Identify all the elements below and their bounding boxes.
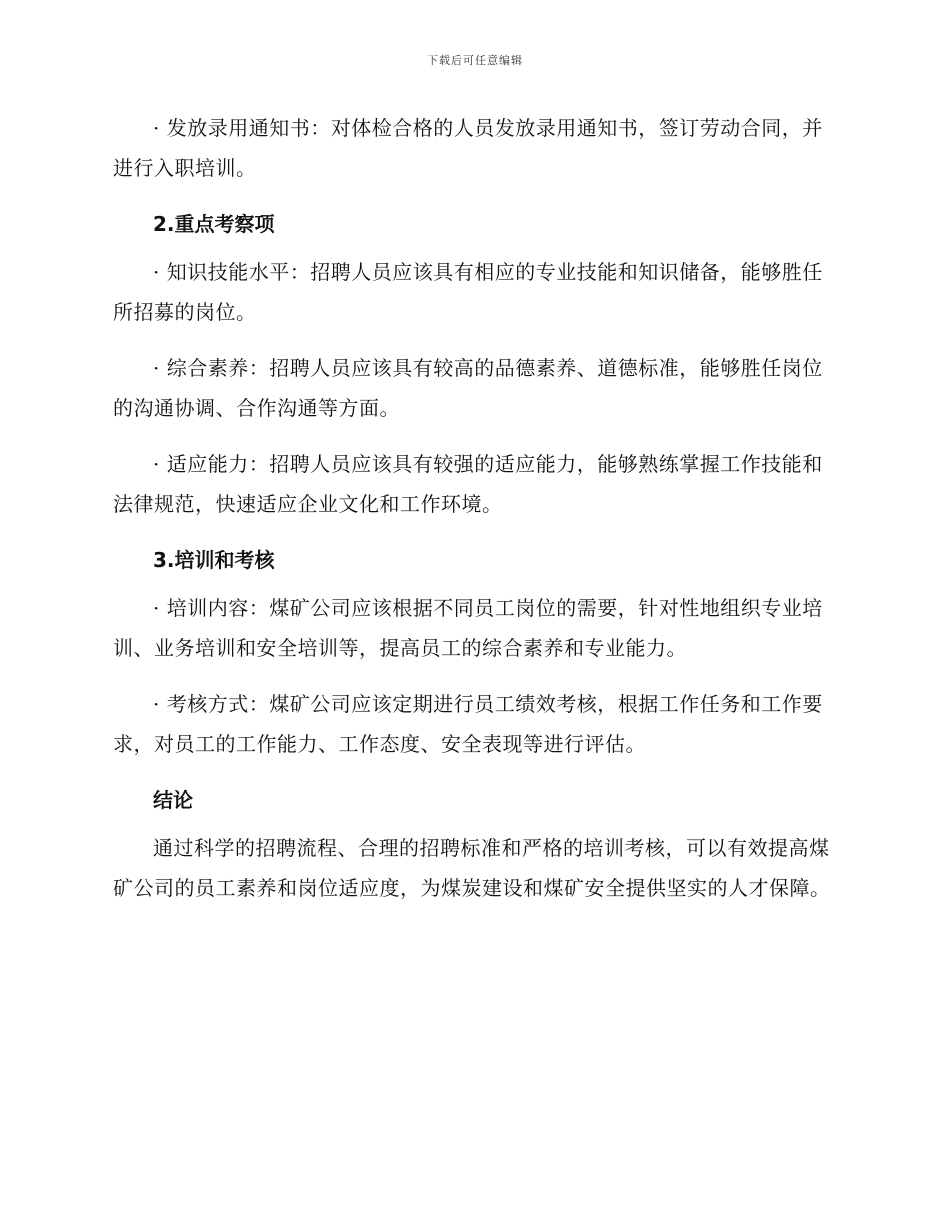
paragraph-training-content: · 培训内容：煤矿公司应该根据不同员工岗位的需要，针对性地组织专业培训、业务培训和安全培训等，提高员工的综合素养和专业能力。 — [113, 596, 823, 660]
paragraph-assessment-method: · 考核方式：煤矿公司应该定期进行员工绩效考核，根据工作任务和工作要求，对员工的工作能力、工作态度、安全表现等进行评估。 — [113, 692, 823, 756]
page-header: 下载后可任意编辑 — [427, 54, 523, 67]
heading-conclusion: 结论 — [153, 788, 193, 812]
paragraph-knowledge-skills: · 知识技能水平：招聘人员应该具有相应的专业技能和知识储备，能够胜任所招募的岗位。 — [113, 260, 823, 324]
document-body — [113, 108, 835, 924]
paragraph-adaptability: · 适应能力：招聘人员应该具有较强的适应能力，能够熟练掌握工作技能和法律规范，快速适应企业文化和工作环境。 — [113, 452, 823, 516]
paragraph-offer-letter: · 发放录用通知书：对体检合格的人员发放录用通知书，签订劳动合同，并进行入职培训。 — [113, 116, 823, 180]
paragraph-conclusion: 通过科学的招聘流程、合理的招聘标准和严格的培训考核，可以有效提高煤矿公司的员工素养和岗位适应度，为煤炭建设和煤矿安全提供坚实的人才保障。 — [113, 836, 831, 900]
heading-key-items: 2.重点考察项 — [153, 212, 275, 236]
heading-training-assessment: 3.培训和考核 — [153, 548, 275, 572]
paragraph-overall-quality: · 综合素养：招聘人员应该具有较高的品德素养、道德标准，能够胜任岗位的沟通协调、合作沟通等方面。 — [113, 356, 823, 420]
